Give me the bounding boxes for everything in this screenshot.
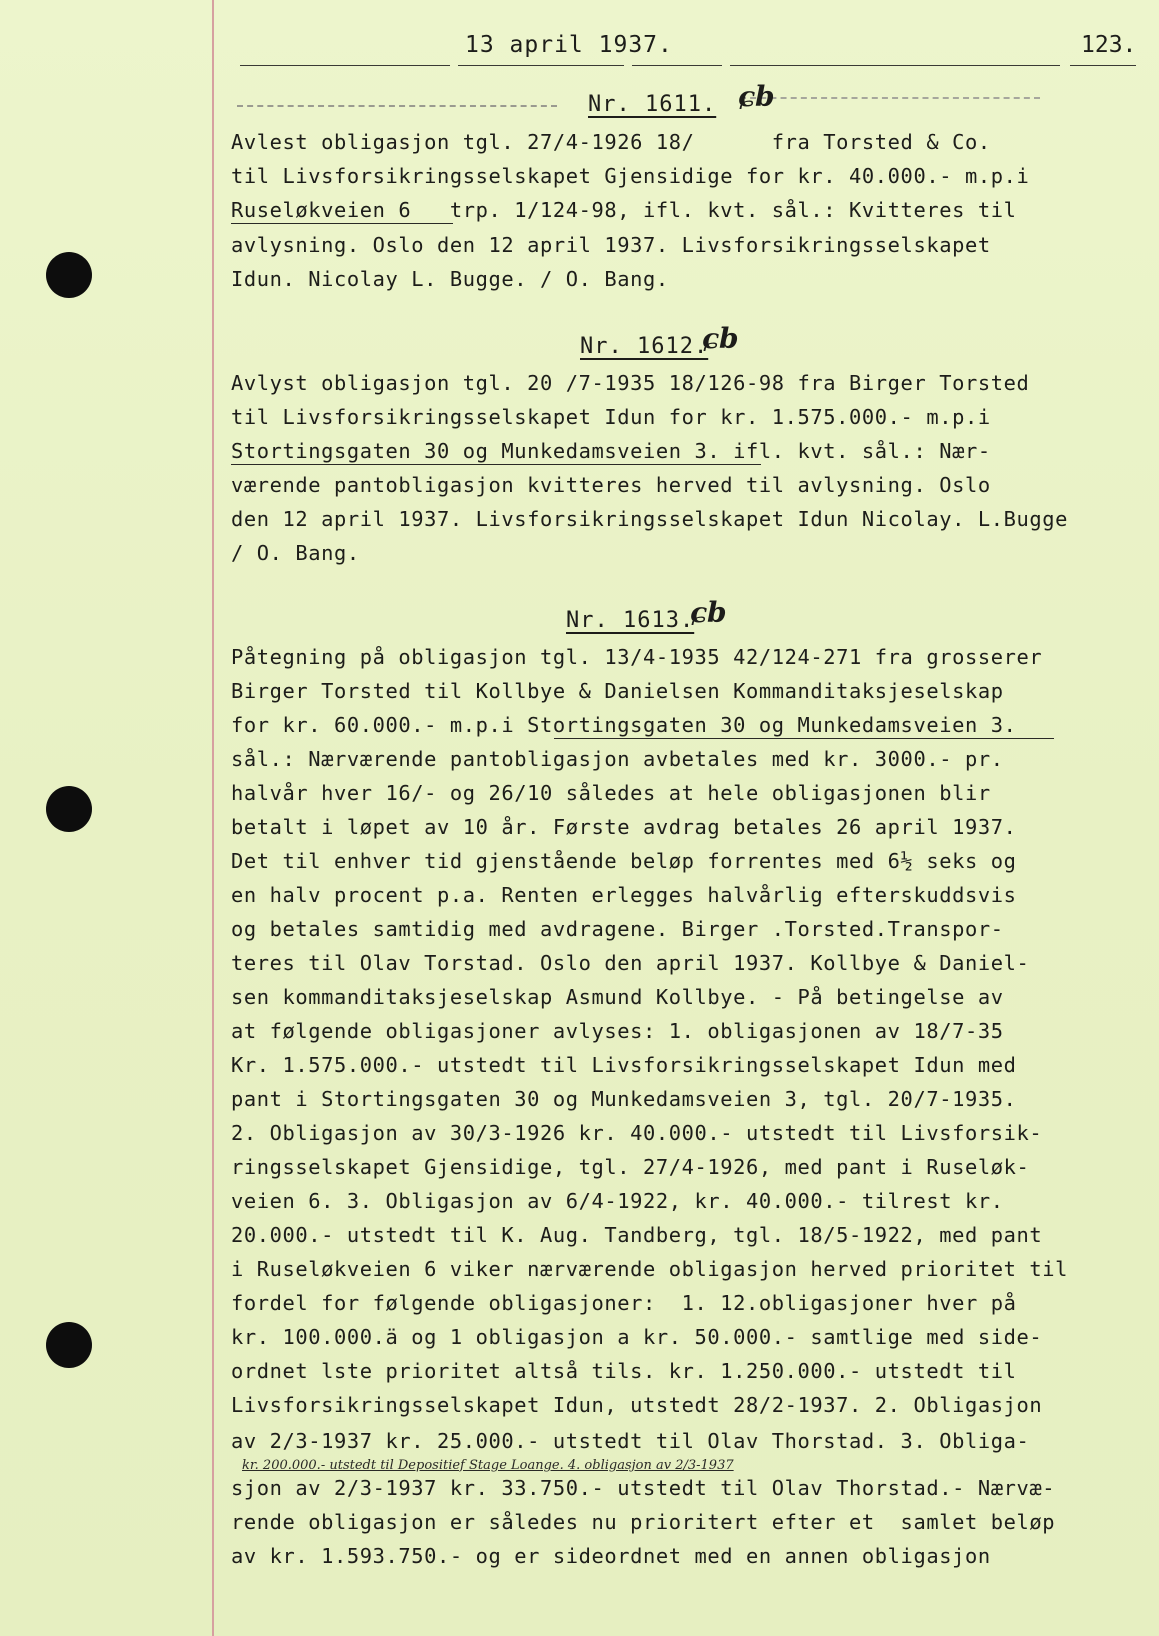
underline-stortingsgaten-1613 — [554, 738, 1054, 739]
header-rule-date-2 — [632, 65, 722, 66]
entry-1611-line-3: Ruseløkveien 6 trp. 1/124-98, ifl. kvt. sål.: Kvitteres til — [231, 198, 1017, 222]
entry-1613-line-14: pant i Stortingsgaten 30 og Munkedamsveien 3, tgl. 20/7-1935. — [231, 1087, 1017, 1111]
entry-1613-line-22: ordnet lste prioritet altså tils. kr. 1.250.000.- utstedt til — [231, 1359, 1017, 1383]
entry-1611-line-5: Idun. Nicolay L. Bugge. / O. Bang. — [231, 267, 669, 291]
entry-1611-line-4: avlysning. Oslo den 12 april 1937. Livsforsikringsselskapet — [231, 233, 991, 257]
entry-number-1612: Nr. 1612. — [580, 334, 709, 359]
entry-1613-line-11: sen kommanditaksjeselskap Asmund Kollbye. - På betingelse av — [231, 985, 1004, 1009]
header-rule-left — [240, 65, 450, 66]
header-date: 13 april 1937. — [465, 32, 673, 58]
header-rule-pageno — [1070, 65, 1136, 66]
entry-initials-1612: ɕb — [702, 322, 739, 355]
entry-1612-line-4: værende pantobligasjon kvitteres herved til avlysning. Oslo — [231, 473, 991, 497]
entry-1613-line-13: Kr. 1.575.000.- utstedt til Livsforsikringsselskapet Idun med — [231, 1053, 1017, 1077]
entry-1613-line-18: 20.000.- utstedt til K. Aug. Tandberg, tgl. 18/5-1922, med pant — [231, 1223, 1043, 1247]
entry-1612-line-3: Stortingsgaten 30 og Munkedamsveien 3. ifl. kvt. sål.: Nær- — [231, 439, 991, 463]
underline-stortingsgaten-1612 — [231, 464, 761, 465]
entry-1613-line-1: Påtegning på obligasjon tgl. 13/4-1935 42/124-271 fra grosserer — [231, 645, 1043, 669]
entry-number-1613: Nr. 1613. — [566, 608, 695, 633]
entry-1612-line-1: Avlyst obligasjon tgl. 20 /7-1935 18/126-98 fra Birger Torsted — [231, 371, 1030, 395]
page-number: 123. — [1081, 32, 1137, 58]
separator-dashed-right — [740, 97, 1040, 99]
header-rule-right — [730, 65, 1060, 66]
entry-1613-line-2: Birger Torsted til Kollbye & Danielsen Kommanditaksjeselskap — [231, 679, 1004, 703]
header-rule-date-1 — [458, 65, 624, 66]
page-header — [0, 32, 1159, 72]
entry-1611-line-1: Avlest obligasjon tgl. 27/4-1926 18/ fra Torsted & Co. — [231, 130, 991, 154]
entry-1613-line-4: sål.: Nærværende pantobligasjon avbetales med kr. 3000.- pr. — [231, 747, 1004, 771]
entry-1613-line-17: veien 6. 3. Obligasjon av 6/4-1922, kr. 40.000.- tilrest kr. — [231, 1189, 1004, 1213]
entry-1613-line-7: Det til enhver tid gjenstående beløp forrentes med 6½ seks og — [231, 849, 1017, 873]
entry-1613-line-12: at følgende obligasjoner avlyses: 1. obligasjonen av 18/7-35 — [231, 1019, 1004, 1043]
entry-number-1611: Nr. 1611. — [588, 92, 717, 117]
entry-initials-1613: ɕb — [690, 596, 727, 629]
entry-1613-line-21: kr. 100.000.ä og 1 obligasjon a kr. 50.000.- samtlige med side- — [231, 1325, 1043, 1349]
entry-1613-line-3: for kr. 60.000.- m.p.i Stortingsgaten 30 og Munkedamsveien 3. — [231, 713, 1017, 737]
entry-1613-line-8: en halv procent p.a. Renten erlegges halvårlig efterskuddsvis — [231, 883, 1017, 907]
separator-dashed-left — [237, 105, 557, 107]
entry-1613-line-16: ringsselskapet Gjensidige, tgl. 27/4-1926, med pant i Ruseløk- — [231, 1155, 1030, 1179]
entry-1611-line-2: til Livsforsikringsselskapet Gjensidige for kr. 40.000.- m.p.i — [231, 164, 1030, 188]
entry-1612-line-5: den 12 april 1937. Livsforsikringsselskapet Idun Nicolay. L.Bugge — [231, 507, 1068, 531]
entry-1613-line-20: fordel for følgende obligasjoner: 1. 12.obligasjoner hver på — [231, 1291, 1017, 1315]
handwritten-insert: kr. 200.000.- utstedt til Depositief Stage Loange. 4. obligasjon av 2/3-1937 — [242, 1458, 734, 1473]
entry-1612-line-2: til Livsforsikringsselskapet Idun for kr. 1.575.000.- m.p.i — [231, 405, 991, 429]
underline-ruselokveien — [231, 223, 453, 224]
entry-initials-1611: ɕb — [738, 80, 775, 113]
entry-1613-line-6: betalt i løpet av 10 år. Første avdrag betales 26 april 1937. — [231, 815, 1017, 839]
punch-hole-middle — [46, 786, 92, 832]
entry-1613-line-5: halvår hver 16/- og 26/10 således at hele obligasjonen blir — [231, 781, 991, 805]
entry-1613-line-10: teres til Olav Torstad. Oslo den april 1937. Kollbye & Daniel- — [231, 951, 1030, 975]
punch-hole-bottom — [46, 1322, 92, 1368]
entry-1612-line-6: / O. Bang. — [231, 541, 360, 565]
entry-1613-line-25: sjon av 2/3-1937 kr. 33.750.- utstedt til Olav Thorstad.- Nærvæ- — [231, 1476, 1056, 1500]
entry-1613-line-15: 2. Obligasjon av 30/3-1926 kr. 40.000.- utstedt til Livsforsik- — [231, 1121, 1043, 1145]
entry-1613-line-23: Livsforsikringsselskapet Idun, utstedt 28/2-1937. 2. Obligasjon — [231, 1393, 1043, 1417]
entry-1613-line-24: av 2/3-1937 kr. 25.000.- utstedt til Olav Thorstad. 3. Obliga- — [231, 1429, 1030, 1453]
entry-1613-line-27: av kr. 1.593.750.- og er sideordnet med en annen obligasjon — [231, 1544, 991, 1568]
entry-1613-line-19: i Ruseløkveien 6 viker nærværende obligasjon herved prioritet til — [231, 1257, 1068, 1281]
punch-hole-top — [46, 252, 92, 298]
margin-rule — [212, 0, 214, 1636]
entry-1613-line-9: og betales samtidig med avdragene. Birger .Torsted.Transpor- — [231, 917, 1004, 941]
entry-1613-line-26: rende obligasjon er således nu prioritert efter et samlet beløp — [231, 1510, 1056, 1534]
